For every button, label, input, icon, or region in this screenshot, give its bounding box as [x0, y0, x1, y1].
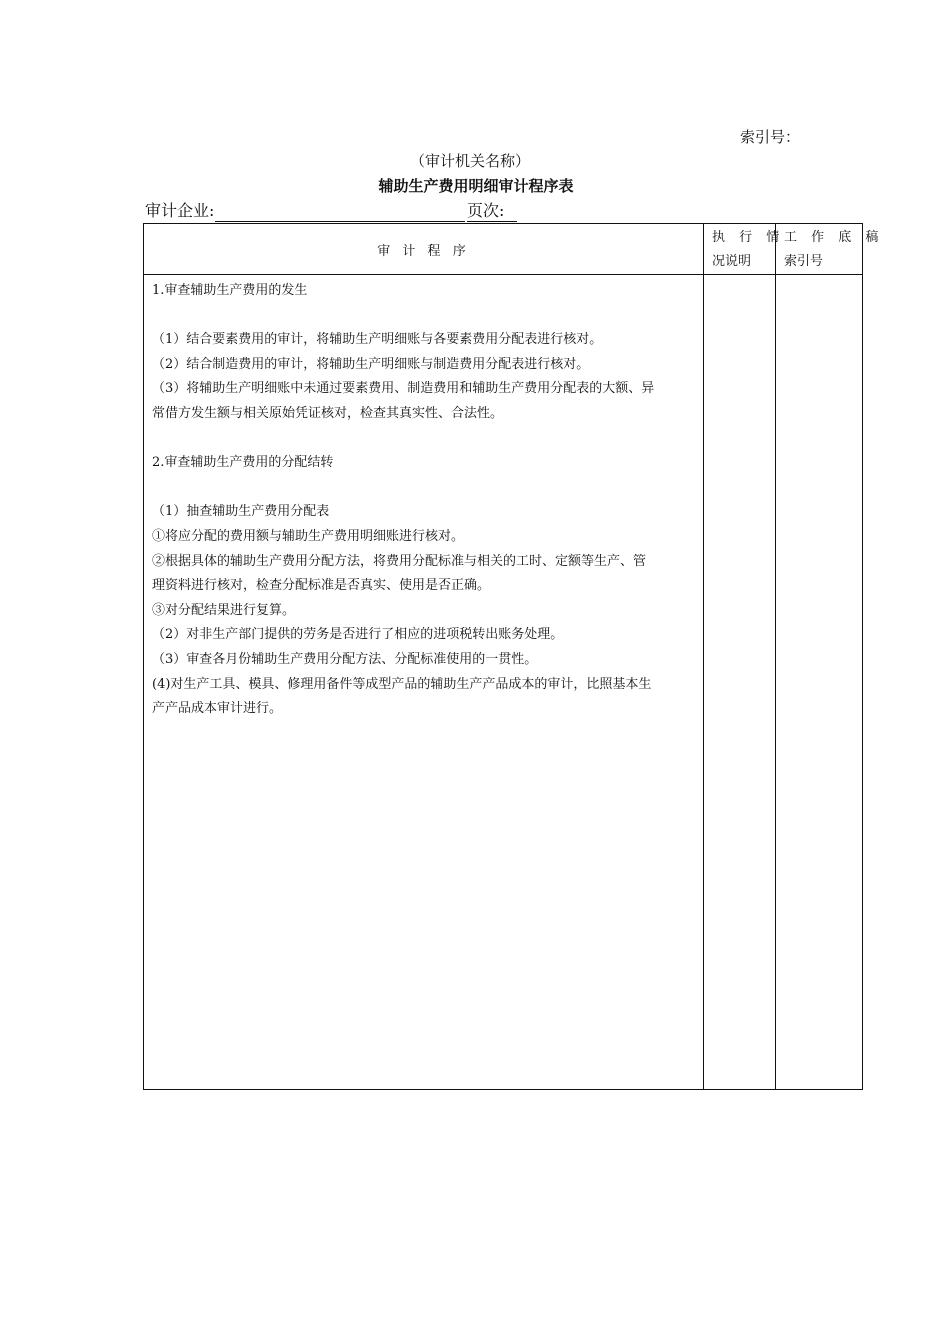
procedure-line: ③对分配结果进行复算。 [152, 602, 296, 618]
procedure-line [152, 427, 697, 452]
procedure-line: （3）将辅助生产明细账中未通过要素费用、制造费用和辅助生产费用分配表的大额、异 [152, 381, 655, 397]
workpaper-header-line1: 工 作 底 稿 [784, 230, 884, 245]
audit-procedure-table [143, 223, 884, 1090]
procedure-line: ②根据具体的辅助生产费用分配方法，将费用分配标准与相关的工时、定额等生产、管 [152, 553, 647, 569]
execution-header-line2: 况说明 [712, 254, 752, 269]
procedure-line: 2.审查辅助生产费用的分配结转 [152, 455, 334, 471]
procedure-line: 产产品成本审计进行。 [152, 701, 283, 717]
table-header-row [144, 224, 863, 275]
procedure-line: (4)对生产工具、模具、修理用备件等成型产品的辅助生产产品成本的审计，比照基本生 [152, 676, 652, 692]
procedure-line: （2）结合制造费用的审计，将辅助生产明细账与制造费用分配表进行核对。 [152, 356, 590, 372]
procedure-line: 1.审查辅助生产费用的发生 [152, 283, 308, 298]
index-number-label: 索引号： [740, 128, 801, 146]
procedure-line: （2）对非生产部门提供的劳务是否进行了相应的进项税转出账务处理。 [152, 627, 564, 643]
procedure-column-header: 审 计 程 序 [144, 224, 704, 275]
workpaper-column-header [776, 224, 884, 275]
procedure-line: （3）审查各月份辅助生产费用分配方法、分配标准使用的一贯性。 [152, 651, 538, 667]
procedure-line: 理资料进行核对，检查分配标准是否真实、使用是否正确。 [152, 578, 491, 594]
procedure-line: （1）结合要素费用的审计，将辅助生产明细账与各要素费用分配表进行核对。 [152, 332, 603, 348]
procedure-line: 常借方发生额与相关原始凭证核对，检查其真实性、合法性。 [152, 405, 504, 421]
procedure-cell [144, 275, 704, 1090]
page-number-blank[interactable] [467, 221, 517, 222]
execution-notes-cell[interactable] [704, 275, 776, 1090]
execution-column-header [704, 224, 785, 275]
audited-company-label: 审计企业: [145, 201, 215, 220]
workpaper-header-line2: 索引号 [784, 254, 824, 269]
procedure-line [152, 304, 697, 329]
meta-line [145, 201, 517, 223]
document-title-text: 辅助生产费用明细审计程序表 [378, 177, 574, 195]
document-title [0, 176, 950, 196]
audit-organization-name-text: （审计机关名称） [409, 152, 530, 170]
audit-organization-name [0, 151, 950, 171]
procedure-line [152, 476, 697, 501]
table-body-row [144, 275, 863, 1090]
page-number-label: 页次: [467, 201, 505, 220]
audited-company-blank[interactable] [215, 221, 465, 222]
procedure-line: ①将应分配的费用额与辅助生产费用明细账进行核对。 [152, 528, 465, 544]
workpaper-index-cell[interactable] [776, 275, 863, 1090]
execution-header-line1: 执 行 情 [712, 230, 785, 245]
procedure-line: （1）抽查辅助生产费用分配表 [152, 504, 330, 520]
